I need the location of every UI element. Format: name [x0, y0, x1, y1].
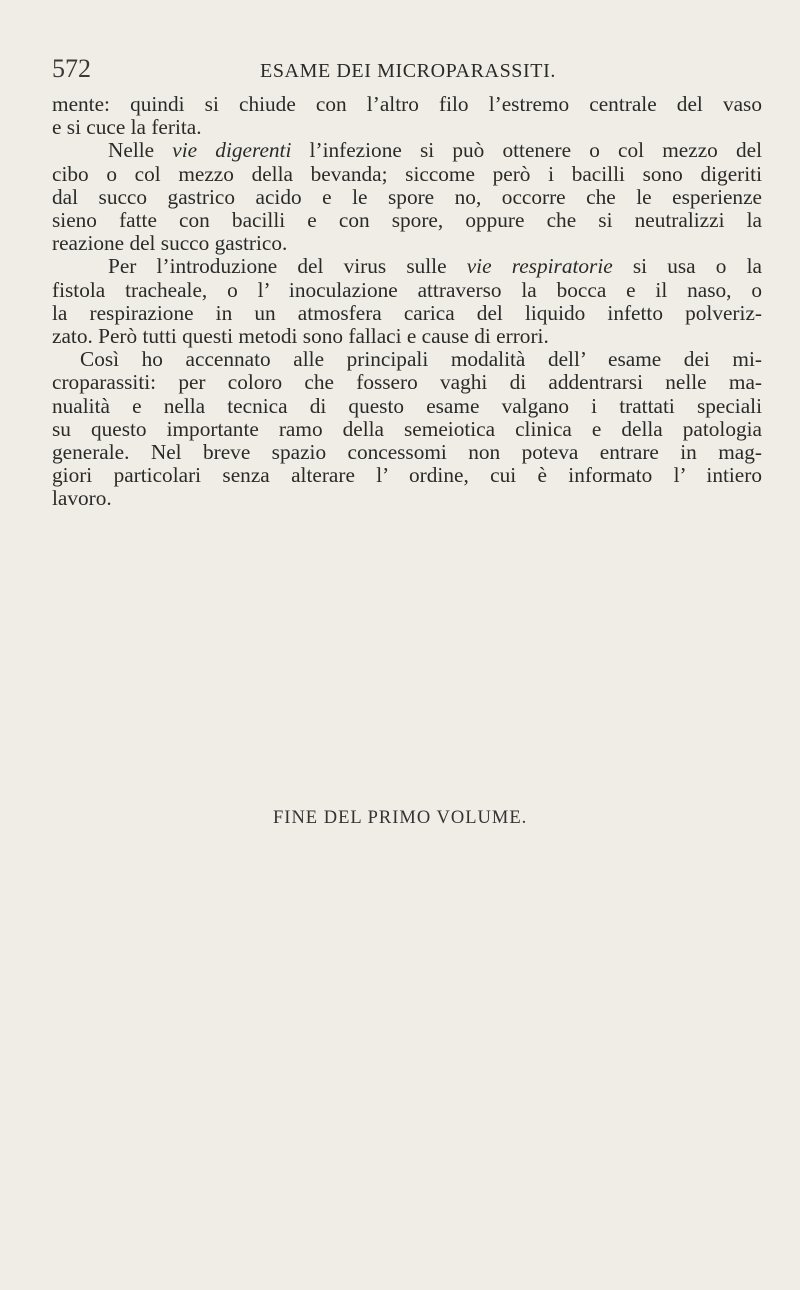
text-line [52, 255, 762, 278]
text-fragment: Nelle [108, 138, 173, 163]
paragraph-3 [52, 255, 762, 348]
page-number: 572 [52, 54, 91, 83]
text-line: croparassiti: per coloro che fossero vaghi di addentrarsi nelle ma- [52, 370, 762, 395]
page-header [52, 54, 760, 84]
text-line: lavoro. [52, 486, 112, 511]
text-line: reazione del succo gastrico. [52, 231, 288, 256]
text-line: nualità e nella tecnica di questo esame valgano i trattati speciali [52, 393, 762, 418]
running-head: ESAME DEI MICROPARASSITI. [260, 60, 556, 82]
text-line: mente: quindi si chiude con l’altro filo l’estremo centrale del vaso [52, 92, 762, 116]
text-line: cibo o col mezzo della bevanda; siccome però i bacilli sono digeriti [52, 161, 762, 186]
text-line: generale. Nel breve spazio concessomi non poteva entrare in mag- [52, 440, 762, 465]
italic-term: vie digerenti [172, 138, 292, 163]
text-line: Così ho accennato alle principali modalità dell’ esame dei mi- [80, 347, 762, 372]
text-line: e si cuce la ferita. [52, 115, 202, 140]
text-line: zato. Però tutti questi metodi sono fallaci e cause di errori. [52, 324, 549, 349]
text-line [52, 139, 762, 162]
paragraph-2 [52, 139, 762, 255]
text-line: dal succo gastrico acido e le spore no, occorre che le esperienze [52, 184, 762, 209]
text-fragment: l’infezione si può ottenere o col mezzo del [291, 138, 762, 163]
text-line: fistola tracheale, o l’ inoculazione attraverso la bocca e il naso, o [52, 277, 762, 302]
italic-term: vie respiratorie [466, 254, 613, 279]
paragraph-1 [52, 93, 762, 139]
paragraph-4 [52, 348, 762, 510]
text-line: la respirazione in un atmosfera carica del liquido infetto polveriz- [52, 300, 762, 325]
text-line: su questo importante ramo della semeiotica clinica e della patologia [52, 416, 762, 441]
text-line: giori particolari senza alterare l’ ordine, cui è informato l’ intiero [52, 463, 762, 488]
body-text [52, 93, 762, 511]
text-fragment: si usa o la [612, 254, 762, 279]
end-of-volume-note: FINE DEL PRIMO VOLUME. [273, 808, 528, 828]
text-fragment: Per l’introduzione del virus sulle [108, 254, 467, 279]
text-line: sieno fatte con bacilli e con spore, oppure che si neutralizzi la [52, 208, 762, 233]
